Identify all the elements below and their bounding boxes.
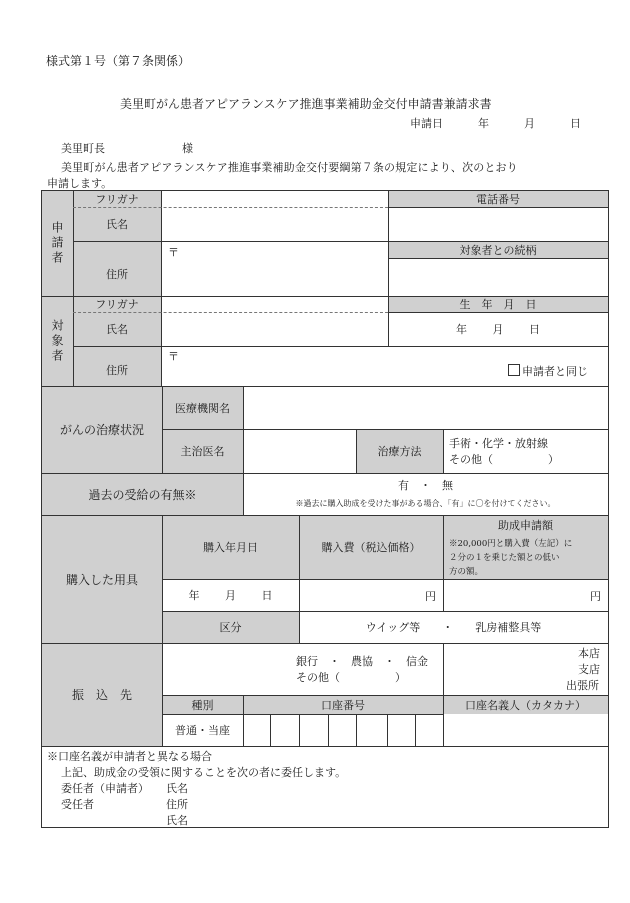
- subject-name-input[interactable]: [162, 313, 387, 345]
- intro-text-line2: 申請します。: [47, 177, 113, 190]
- rule: [328, 714, 329, 746]
- past-receipt-note: ※過去に購入助成を受けた事がある場合、「有」に〇を付けてください。: [295, 498, 556, 508]
- bank-type-other: その他（ ）: [296, 671, 406, 684]
- delegatee-name-label: 氏名: [166, 814, 188, 827]
- applicant-furigana-label: フリガナ: [95, 193, 139, 206]
- subject-section-label: 対象者: [50, 318, 64, 364]
- delegatee-address-label: 住所: [166, 798, 188, 811]
- purchase-cost-label: 購入費（税込価格）: [321, 541, 421, 554]
- purchase-date-label: 購入年月日: [203, 541, 258, 554]
- rule: [356, 714, 357, 746]
- subject-name-label: 氏名: [106, 323, 128, 336]
- phone-input[interactable]: [389, 208, 607, 240]
- rule: [270, 714, 271, 746]
- grant-amount-input[interactable]: [444, 580, 584, 610]
- application-form-table: [41, 190, 609, 828]
- purchase-cost-input[interactable]: [300, 580, 420, 610]
- account-number-label: 口座番号: [321, 698, 365, 712]
- date-day-label: 日: [570, 117, 581, 130]
- delegation-condition: ※口座名義が申請者と異なる場合: [47, 750, 212, 763]
- account-holder-input[interactable]: [444, 715, 607, 745]
- bank-name-input[interactable]: [163, 644, 293, 694]
- applicant-postal-mark: 〒: [168, 246, 179, 259]
- grant-amount-yen: 円: [590, 590, 601, 603]
- transfer-destination-label: 振 込 先: [71, 688, 132, 702]
- category-options[interactable]: ウイッグ等 ・ 乳房補整具等: [365, 621, 542, 634]
- birth-date-values: 年 月 日: [456, 323, 540, 336]
- doctor-input[interactable]: [244, 430, 355, 472]
- treatment-status-label: がんの治療状況: [59, 423, 144, 437]
- applicant-section-label: 申請者: [50, 221, 64, 266]
- delegatee-label: 受任者: [61, 798, 94, 811]
- applicant-furigana-input[interactable]: [162, 192, 387, 206]
- application-date-label: 申請日: [410, 117, 443, 130]
- grant-note-line3: 方の額。: [449, 567, 484, 577]
- account-type-value[interactable]: 普通・当座: [175, 724, 230, 737]
- account-holder-label: 口座名義人（カタカナ）: [465, 698, 586, 712]
- relation-label: 対象者との続柄: [459, 243, 537, 257]
- date-month-label: 月: [524, 117, 535, 130]
- subject-furigana-input[interactable]: [162, 297, 387, 311]
- treatment-method-other: その他（ ）: [449, 453, 559, 466]
- delegation-statement: 上記、助成金の受領に関することを次の者に委任します。: [61, 766, 347, 779]
- hospital-input[interactable]: [244, 387, 607, 428]
- treatment-method-label: 治療方法: [377, 445, 422, 458]
- branch-office-label: 出張所: [566, 679, 599, 692]
- subject-postal-mark: 〒: [168, 350, 179, 363]
- applicant-name-label: 氏名: [106, 218, 128, 231]
- phone-label: 電話番号: [476, 193, 520, 206]
- date-year-label: 年: [478, 117, 489, 130]
- category-label: 区分: [219, 621, 242, 634]
- relation-input[interactable]: [389, 259, 607, 295]
- branch-main-label: 本店: [578, 647, 600, 660]
- bank-type-options[interactable]: 銀行 ・ 農協 ・ 信金: [296, 655, 428, 668]
- form-number: 様式第１号（第７条関係）: [46, 54, 191, 68]
- honorific: 様: [182, 142, 193, 155]
- rule: [299, 714, 300, 746]
- purchase-cost-yen: 円: [425, 590, 436, 603]
- subject-address-input[interactable]: [176, 347, 496, 385]
- applicant-address-input[interactable]: [176, 242, 387, 295]
- document-title: 美里町がん患者アピアランスケア推進事業補助金交付申請書兼請求書: [120, 97, 492, 111]
- birth-date-label: 生 年 月 日: [459, 298, 537, 311]
- hospital-label: 医療機関名: [175, 401, 230, 415]
- same-as-applicant-label: 申請者と同じ: [522, 365, 588, 378]
- past-receipt-options[interactable]: 有 ・ 無: [398, 479, 453, 492]
- branch-branch-label: 支店: [578, 663, 600, 676]
- treatment-method-options: 手術・化学・放射線: [449, 437, 548, 450]
- account-type-label: 種別: [191, 698, 214, 712]
- subject-address-label: 住所: [106, 364, 128, 377]
- rule: [42, 746, 608, 747]
- past-receipt-label: 過去の受給の有無※: [88, 487, 197, 502]
- subject-furigana-label: フリガナ: [95, 298, 139, 311]
- delegator-name-label: 氏名: [166, 782, 188, 795]
- intro-text-line1: 美里町がん患者アピアランスケア推進事業補助金交付要綱第７条の規定により、次のとおり: [61, 161, 518, 174]
- delegator-label: 委任者（申請者）: [61, 782, 149, 795]
- same-as-applicant-option[interactable]: [508, 363, 588, 379]
- addressee: 美里町長: [61, 142, 105, 155]
- applicant-address-label: 住所: [106, 267, 128, 281]
- purchased-items-label: 購入した用具: [65, 572, 138, 587]
- same-as-applicant-checkbox[interactable]: [508, 364, 520, 376]
- grant-amount-label: 助成申請額: [498, 519, 553, 532]
- applicant-name-input[interactable]: [162, 208, 387, 240]
- rule: [387, 714, 388, 746]
- rule: [415, 714, 416, 746]
- rule: [443, 429, 444, 473]
- grant-note-line2: ２分の１を乗じた額との低い: [449, 553, 560, 563]
- purchase-date-values[interactable]: 年 月 日: [188, 589, 273, 602]
- doctor-label: 主治医名: [180, 445, 225, 458]
- grant-note-line1: ※20,000円と購入費（左記）に: [449, 539, 573, 549]
